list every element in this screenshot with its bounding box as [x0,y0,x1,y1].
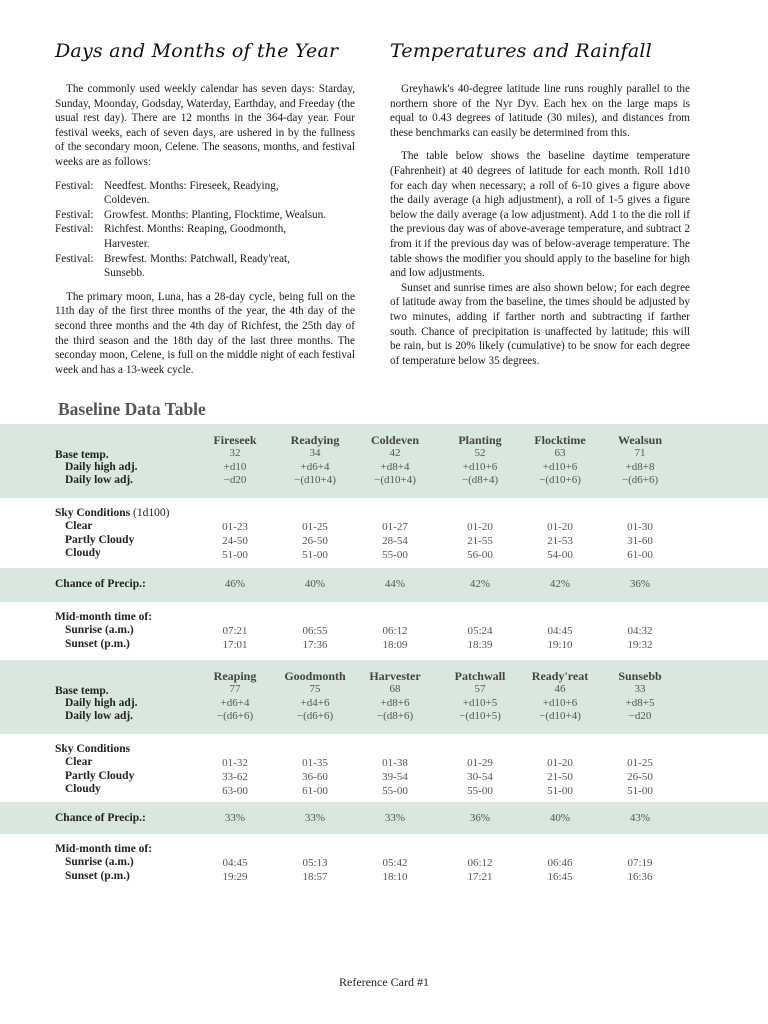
cloudy-cell: 56-00 [467,549,493,561]
sunrise-label: Sunrise (a.m.) [65,856,134,868]
moons-paragraph: The primary moon, Luna, has a 28-day cycle, being full on the 11th day of the first three months of the year, the 4th day of the second three months and the 4th day of Richfest, the 25th day of the third season and the 18th day of the last three months. The seconday moon, Celene, is full on the middle night of each festival week and has a 13-week cycle. [55,290,355,376]
daily-low-label: Daily low adj. [65,710,134,722]
temp-band-2 [0,660,768,734]
sunset-cell: 17:01 [222,639,248,651]
sunset-cell: 17:36 [302,639,328,651]
sunrise-cell: 04:32 [627,625,653,637]
clear-cell: 01-20 [547,757,573,769]
daily-high-cell: +d6+4 [300,461,330,473]
partly-cloudy-cell: 21-55 [467,535,493,547]
sky-conditions-text: Sky Conditions [55,507,131,519]
daily-low-cell: −(d6+6) [216,710,254,722]
temperature-paragraph: The table below shows the baseline daytime temperature (Fahrenheit) at 40 degrees of latitude for each month. Roll 1d10 for each day when necessary; a roll of 6-10 gives a figure above the daily average (a high adjustment), a roll of 1-5 gives a figure below the daily average (a low adjustment). Add 1 to the die roll if the previous day was of above-average temperature, and subtract 2 from it if the previous day was of below-average temperature. The table shows the modifier you should apply to the baseline for high and low adjustments. [390,150,690,280]
clear-cell: 01-29 [467,757,493,769]
sky-band-1 [0,498,768,568]
daily-high-cell: +d10 [223,461,247,473]
base-temp-cell: 75 [309,683,321,695]
clear-cell: 01-25 [302,521,328,533]
sunset-cell: 17:21 [467,871,493,883]
month-header: Flocktime [534,433,586,447]
partly-cloudy-cell: 31-60 [627,535,653,547]
partly-cloudy-cell: 39-54 [382,771,408,783]
daily-high-cell: +d10+6 [462,461,498,473]
daily-high-cell: +d8+8 [625,461,655,473]
cloudy-cell: 63-00 [222,785,248,797]
daily-high-label: Daily high adj. [65,461,138,473]
sunset-label: Sunset (p.m.) [65,638,130,650]
clear-label: Clear [65,520,93,532]
base-temp-cell: 57 [474,683,486,695]
precip-cell: 33% [224,812,246,824]
clear-cell: 01-23 [222,521,248,533]
daily-low-cell: −(d6+6) [621,474,659,486]
festival-brewfest: Festival: Brewfest. Months: Patchwall, Ready'reat, Sunsebb. [55,252,290,280]
clear-cell: 01-32 [222,757,248,769]
precip-cell: 33% [304,812,326,824]
daily-low-cell: −(d10+4) [294,474,336,486]
base-temp-label: Base temp. [55,685,109,697]
cloudy-label: Cloudy [65,783,101,795]
sunrise-cell: 07:21 [222,625,248,637]
precip-band-2 [0,802,768,834]
daily-low-cell: −(d10+4) [539,710,581,722]
cloudy-cell: 51-00 [222,549,248,561]
daily-high-cell: +d8+6 [380,697,410,709]
temperatures-rainfall-heading: Temperatures and Rainfall [390,40,652,62]
reference-card-footer: Reference Card #1 [339,975,429,989]
daily-low-cell: −d20 [223,474,247,486]
cloudy-label: Cloudy [65,547,101,559]
daily-low-cell: −d20 [628,710,652,722]
base-temp-cell: 52 [474,447,486,459]
cloudy-cell: 51-00 [627,785,653,797]
month-header: Goodmonth [284,669,346,683]
month-header: Wealsun [617,433,662,447]
calendar-paragraph: The commonly used weekly calendar has seven days: Starday, Sunday, Moonday, Godsday, Waterday, Earthday, and Freeday (the usual rest day). There are 12 months in the 364-day year. Four festival weeks, each of seven days, are ushered in by the fullness of the secondary moon, Celene. The seasons, months, and festival weeks are as follows: [55,83,355,168]
precip-cell: 40% [549,812,571,824]
daily-high-cell: +d10+6 [542,461,578,473]
sunset-cell: 19:10 [547,639,573,651]
daily-low-cell: −(d6+6) [296,710,334,722]
base-temp-label: Base temp. [55,449,109,461]
sunset-label: Sunset (p.m.) [65,870,130,882]
daily-low-label: Daily low adj. [65,474,134,486]
month-header: Patchwall [454,669,506,683]
partly-cloudy-cell: 26-50 [302,535,328,547]
precip-cell: 36% [629,578,651,590]
partly-cloudy-cell: 21-53 [547,535,573,547]
festival-list [55,179,355,281]
festival-growfest: Festival: Growfest. Months: Planting, Flocktime, Wealsun. [55,208,327,221]
sunset-cell: 19:29 [222,871,248,883]
sunrise-cell: 06:12 [382,625,408,637]
base-temp-cell: 46 [554,683,566,695]
month-header: Fireseek [213,433,257,447]
right-column [390,40,690,368]
sunrise-cell: 06:12 [467,857,493,869]
clear-cell: 01-20 [547,521,573,533]
base-temp-cell: 77 [229,683,241,695]
daily-high-cell: +d10+5 [462,697,498,709]
precip-cell: 40% [304,578,326,590]
sunrise-cell: 05:24 [467,625,493,637]
daily-high-cell: +d6+4 [220,697,250,709]
base-temp-cell: 33 [634,683,646,695]
sunset-cell: 19:32 [627,639,653,651]
precip-cell: 42% [469,578,491,590]
precip-cell: 46% [224,578,246,590]
baseline-table-title: Baseline Data Table [58,399,206,419]
precip-cell: 33% [384,812,406,824]
base-temp-cell: 42 [389,447,401,459]
clear-cell: 01-25 [627,757,653,769]
festival-richfest: Festival: Richfest. Months: Reaping, Goodmonth, Harvester. [55,223,287,250]
daily-low-cell: −(d8+4) [461,474,499,486]
sun-band-1 [0,602,768,660]
clear-cell: 01-35 [302,757,328,769]
sunrise-label: Sunrise (a.m.) [65,624,134,636]
mid-month-label: Mid-month time of: [55,611,153,623]
base-temp-cell: 32 [229,447,241,459]
daily-high-cell: +d8+4 [380,461,410,473]
partly-cloudy-cell: 30-54 [467,771,493,783]
precip-band-1 [0,568,768,602]
cloudy-cell: 51-00 [547,785,573,797]
sunset-cell: 18:57 [302,871,328,883]
month-header: Ready'reat [531,669,589,683]
sunset-cell: 16:45 [547,871,573,883]
cloudy-cell: 61-00 [302,785,328,797]
precip-cell: 42% [549,578,571,590]
sunrise-cell: 06:55 [302,625,328,637]
cloudy-cell: 51-00 [302,549,328,561]
partly-cloudy-label: Partly Cloudy [65,534,135,546]
sunrise-cell: 04:45 [547,625,573,637]
partly-cloudy-cell: 28-54 [382,535,408,547]
daily-low-cell: −(d8+6) [376,710,414,722]
month-header: Readying [290,433,340,447]
mid-month-label: Mid-month time of: [55,843,153,855]
daily-low-cell: −(d10+4) [374,474,416,486]
sunrise-cell: 05:42 [382,857,408,869]
partly-cloudy-cell: 26-50 [627,771,653,783]
month-header: Harvester [369,669,421,683]
sunset-cell: 18:39 [467,639,493,651]
clear-cell: 01-27 [382,521,408,533]
left-column [55,40,355,377]
sunrise-cell: 04:45 [222,857,248,869]
month-header: Sunsebb [618,669,662,683]
partly-cloudy-cell: 33-62 [222,771,248,783]
sunrise-cell: 06:46 [547,857,573,869]
month-header: Coldeven [371,433,419,447]
cloudy-cell: 61-00 [627,549,653,561]
sunrise-cell: 05:13 [302,857,328,869]
cloudy-cell: 54-00 [547,549,573,561]
month-header: Planting [458,433,502,447]
precip-cell: 44% [384,578,406,590]
clear-cell: 01-38 [382,757,408,769]
sunrise-paragraph: Sunset and sunrise times are also shown below; for each degree of latitude away from the baseline, the times should be adjusted by two minutes, adding if farther north and subtracting if farther south. Chance of precipitation is unaffected by latitude; this will be rain, but is 20% likely (cumulative) to be snow for each degree of temperature below 35 degrees. [390,281,690,367]
cloudy-cell: 55-00 [382,549,408,561]
daily-high-cell: +d8+5 [625,697,655,709]
daily-low-cell: −(d10+5) [459,710,501,722]
partly-cloudy-label: Partly Cloudy [65,770,135,782]
month-header: Reaping [213,669,257,683]
partly-cloudy-cell: 24-50 [222,535,248,547]
daily-high-cell: +d4+6 [300,697,330,709]
base-temp-cell: 63 [554,447,566,459]
sky-band-2 [0,734,768,802]
sky-conditions-label [55,506,169,520]
clear-label: Clear [65,756,93,768]
partly-cloudy-cell: 36-60 [302,771,328,783]
precip-cell: 43% [629,812,651,824]
clear-cell: 01-20 [467,521,493,533]
sun-band-2 [0,834,768,894]
sky-conditions-label: Sky Conditions [55,743,131,755]
daily-high-label: Daily high adj. [65,697,138,709]
daily-high-cell: +d10+6 [542,697,578,709]
clear-cell: 01-30 [627,521,653,533]
sunset-cell: 18:10 [382,871,408,883]
latitude-paragraph: Greyhawk's 40-degree latitude line runs roughly parallel to the northern shore of the Nyr Dyv. Each hex on the large maps is equal to 0.43 degrees of latitude (30 miles), and distances from these benchmarks can easily be determined from this. [390,83,690,139]
sunrise-cell: 07:19 [627,857,653,869]
temp-band-1 [0,424,768,498]
partly-cloudy-cell: 21-50 [547,771,573,783]
sunset-cell: 18:09 [382,639,408,651]
chance-of-precip-label: Chance of Precip.: [55,578,146,590]
days-months-heading: Days and Months of the Year [55,40,339,62]
cloudy-cell: 55-00 [467,785,493,797]
cloudy-cell: 55-00 [382,785,408,797]
festival-needfest: Festival: Needfest. Months: Fireseek, Readying, Coldeven. [55,179,279,207]
dice-note: (1d100) [132,507,170,519]
precip-cell: 36% [469,812,491,824]
daily-low-cell: −(d10+6) [539,474,581,486]
base-temp-cell: 34 [309,447,321,459]
sunset-cell: 16:36 [627,871,653,883]
base-temp-cell: 68 [389,683,401,695]
base-temp-cell: 71 [634,447,646,459]
chance-of-precip-label: Chance of Precip.: [55,812,146,824]
